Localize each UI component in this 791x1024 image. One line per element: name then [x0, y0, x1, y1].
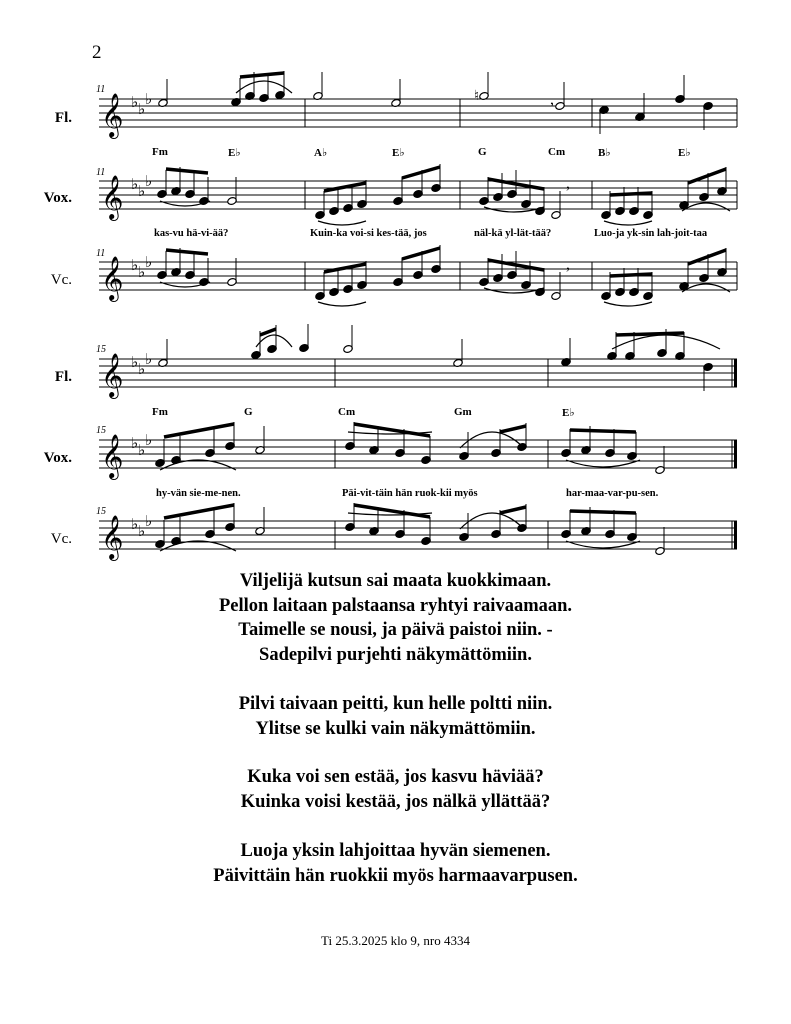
treble-clef: 𝄞: [101, 256, 124, 300]
treble-clef: 𝄞: [101, 175, 124, 219]
chord-symbol: Cm: [548, 146, 566, 158]
chord-symbol: Fm: [152, 406, 168, 418]
key-signature-flat: ♭: [131, 93, 139, 111]
treble-clef: 𝄞: [101, 93, 124, 137]
lyric-line: kas-vu hä-vi-ää?: [154, 228, 229, 239]
slur: [682, 284, 730, 292]
beam: [240, 73, 284, 77]
beam: [324, 264, 366, 272]
verse-line: Päivittäin hän ruokkii myös harmaavarpusen.: [213, 865, 578, 886]
verse-block: [0, 569, 791, 667]
chord-symbol: E♭: [562, 407, 575, 419]
instrument-label-cello: Vc.: [50, 272, 72, 288]
beam: [166, 169, 208, 173]
lyric-line: Kuin-ka voi-si kes-tää, jos: [310, 228, 427, 239]
beam: [610, 274, 652, 276]
instrument-label-cello: Vc.: [50, 531, 72, 547]
chord-symbol: Cm: [338, 406, 356, 418]
lyric-line: Päi-vit-täin hän ruok-kii myös: [342, 488, 478, 499]
final-barline: [734, 359, 737, 387]
measure-number: 11: [96, 84, 106, 95]
instrument-label-flute: Fl.: [54, 110, 72, 126]
lyric-line: näl-kä yl-lät-tää?: [474, 228, 552, 239]
verse-line: Taimelle se nousi, ja päivä paistoi niin. -: [238, 620, 553, 640]
key-signature-flat: ♭: [138, 100, 146, 118]
beam: [570, 430, 636, 432]
slur: [318, 221, 366, 225]
key-signature-flat: ♭: [131, 353, 139, 371]
chord-symbol: G: [244, 406, 253, 418]
treble-clef: 𝄞: [101, 434, 124, 478]
breath-mark: ,: [566, 175, 570, 192]
verse-line: Luoja yksin lahjoittaa hyvän siemenen.: [240, 841, 551, 861]
key-signature-flat: ♭: [145, 431, 153, 449]
verse-line: Pilvi taivaan peitti, kun helle poltti niin.: [238, 694, 553, 714]
instrument-label-flute: Fl.: [54, 369, 72, 385]
natural-accidental: ♮: [474, 88, 480, 104]
key-signature-flat: ♭: [145, 253, 153, 271]
verse-line: Kuka voi sen estää, jos kasvu häviää?: [247, 767, 544, 787]
verse-line: Viljelijä kutsun sai maata kuokkimaan.: [239, 571, 552, 591]
chord-symbol: E♭: [228, 147, 241, 159]
measure-number: 15: [96, 344, 106, 355]
key-signature-flat: ♭: [138, 441, 146, 459]
key-signature-flat: ♭: [138, 522, 146, 540]
footer-date: Ti 25.3.2025 klo 9, nro 4334: [320, 933, 471, 948]
chord-symbol: A♭: [314, 147, 328, 159]
beam: [164, 505, 234, 518]
key-signature-flat: ♭: [138, 182, 146, 200]
instrument-label-voice: Vox.: [43, 190, 72, 206]
final-barline: [734, 440, 737, 468]
treble-clef: 𝄞: [101, 515, 124, 559]
key-signature-flat: ♭: [131, 434, 139, 452]
key-signature-flat: ♭: [145, 172, 153, 190]
treble-clef: 𝄞: [101, 353, 124, 397]
beam: [402, 167, 440, 178]
measure-number: 15: [96, 506, 106, 517]
beam: [570, 511, 636, 513]
chord-symbol: Fm: [152, 146, 168, 158]
key-signature-flat: ♭: [138, 263, 146, 281]
verse-line: Pellon laitaan palstaansa ryhtyi raivaamaan.: [218, 595, 573, 616]
lyric-line: hy-vän sie-me-nen.: [156, 488, 241, 499]
instrument-label-voice: Vox.: [43, 450, 72, 466]
chord-symbol: Gm: [454, 406, 472, 418]
page-number: 2: [92, 42, 102, 63]
measure-number: 11: [96, 167, 106, 178]
final-barline: [734, 521, 737, 549]
slur: [682, 203, 730, 211]
measure-number: 15: [96, 425, 106, 436]
beam: [260, 329, 276, 335]
beam: [500, 507, 526, 513]
measure-number: 11: [96, 248, 106, 259]
chord-symbol: E♭: [392, 147, 405, 159]
beam: [324, 183, 366, 191]
chord-symbol: B♭: [598, 147, 611, 159]
breath-mark: ,: [566, 256, 570, 273]
beam: [402, 248, 440, 259]
key-signature-flat: ♭: [138, 360, 146, 378]
verse-block: [0, 839, 791, 888]
key-signature-flat: ♭: [131, 515, 139, 533]
key-signature-flat: ♭: [145, 90, 153, 108]
lyric-line: har-maa-var-pu-sen.: [566, 488, 659, 499]
breath-mark: ,: [550, 91, 554, 108]
key-signature-flat: ♭: [131, 175, 139, 193]
key-signature-flat: ♭: [145, 512, 153, 530]
key-signature-flat: ♭: [131, 256, 139, 274]
slur: [318, 302, 366, 306]
verse-line: Kuinka voisi kestää, jos nälkä yllättää?: [240, 791, 551, 812]
key-signature-flat: ♭: [145, 350, 153, 368]
verse-line: Sadepilvi purjehti näkymättömiin.: [259, 644, 532, 665]
chord-symbol: G: [478, 146, 487, 158]
chord-symbol: E♭: [678, 147, 691, 159]
beam: [164, 424, 234, 437]
slur: [604, 221, 652, 225]
verse-block: [0, 765, 791, 814]
beam: [610, 193, 652, 195]
slur: [604, 302, 652, 306]
lyric-line: Luo-ja yk-sin lah-joit-taa: [594, 228, 708, 239]
beam: [166, 250, 208, 254]
verse-line: Ylitse se kulki vain näkymättömiin.: [255, 718, 536, 739]
verse-block: [0, 692, 791, 741]
beam: [500, 426, 526, 432]
